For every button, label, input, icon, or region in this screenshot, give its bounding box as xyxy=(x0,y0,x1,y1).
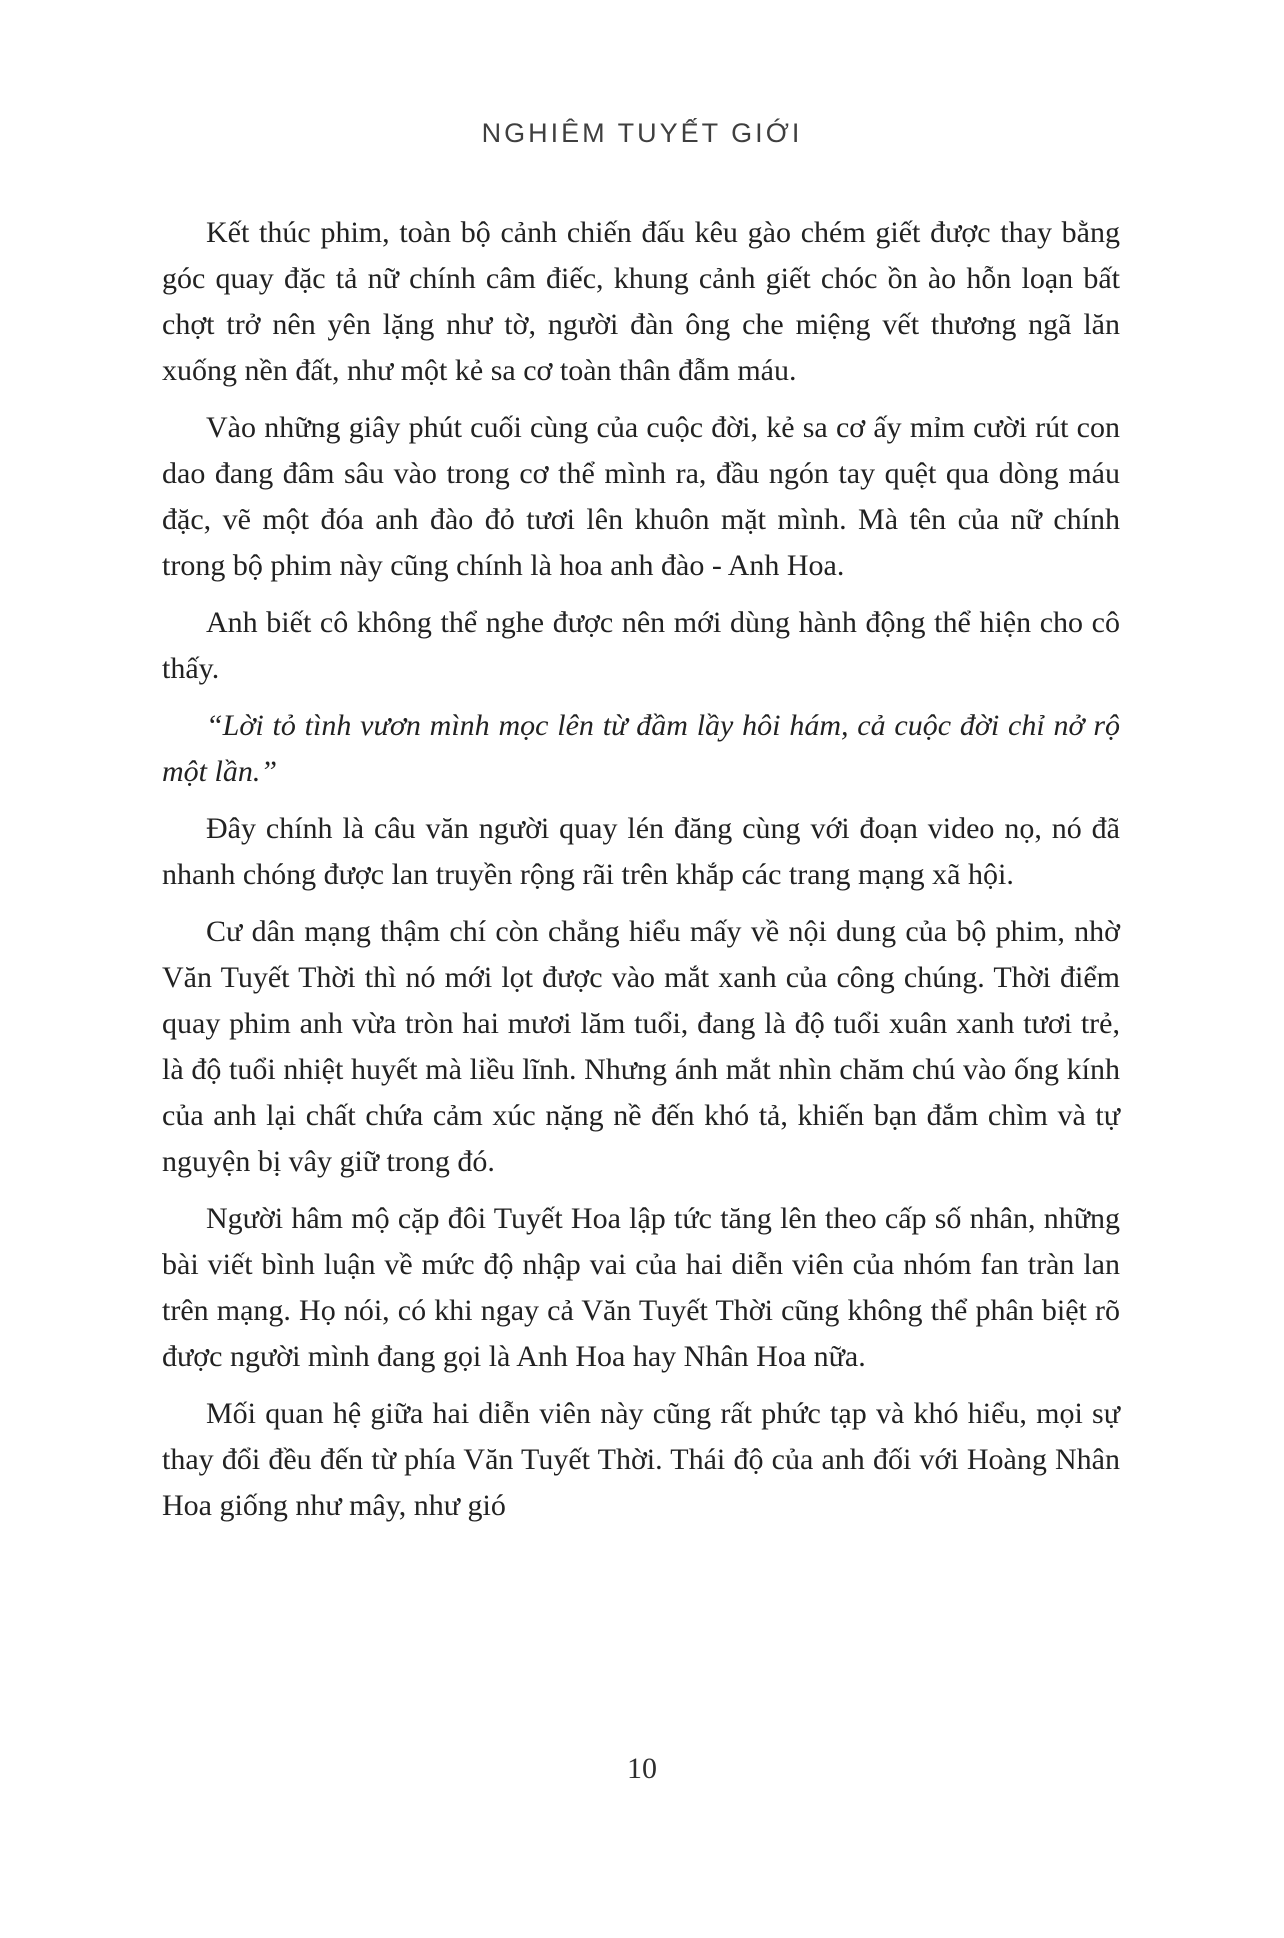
paragraph-quote: “Lời tỏ tình vươn mình mọc lên từ đầm lầy hôi hám, cả cuộc đời chỉ nở rộ một lần.” xyxy=(162,709,1120,788)
paragraph: Đây chính là câu văn người quay lén đăng cùng với đoạn video nọ, nó đã nhanh chóng được lan truyền rộng rãi trên khắp các trang mạng xã hội. xyxy=(162,812,1120,891)
paragraph: Anh biết cô không thể nghe được nên mới dùng hành động thể hiện cho cô thấy. xyxy=(162,606,1120,685)
running-header-title: NGHIÊM TUYẾT GIỚI xyxy=(481,118,803,148)
paragraph: Kết thúc phim, toàn bộ cảnh chiến đấu kêu gào chém giết được thay bằng góc quay đặc tả nữ chính câm điếc, khung cảnh giết chóc ồn ào hỗn loạn bất chợt trở nên yên lặng như tờ, người đàn ông che miệng vết thương ngã lăn xuống nền đất, như một kẻ sa cơ toàn thân đẫm máu. xyxy=(162,216,1120,387)
paragraph: Người hâm mộ cặp đôi Tuyết Hoa lập tức tăng lên theo cấp số nhân, những bài viết bình luận về mức độ nhập vai của hai diễn viên của nhóm fan tràn lan trên mạng. Họ nói, có khi ngay cả Văn Tuyết Thời cũng không thể phân biệt rõ được người mình đang gọi là Anh Hoa hay Nhân Hoa nữa. xyxy=(162,1202,1120,1373)
paragraph: Mối quan hệ giữa hai diễn viên này cũng rất phức tạp và khó hiểu, mọi sự thay đổi đều đến từ phía Văn Tuyết Thời. Thái độ của anh đối với Hoàng Nhân Hoa giống như mây, như gió xyxy=(162,1397,1120,1522)
paragraph: Cư dân mạng thậm chí còn chẳng hiểu mấy về nội dung của bộ phim, nhờ Văn Tuyết Thời thì nó mới lọt được vào mắt xanh của công chúng. Thời điểm quay phim anh vừa tròn hai mươi lăm tuổi, đang là độ tuổi xuân xanh tươi trẻ, là độ tuổi nhiệt huyết mà liều lĩnh. Nhưng ánh mắt nhìn chăm chú vào ống kính của anh lại chất chứa cảm xúc nặng nề đến khó tả, khiến bạn đắm chìm và tự nguyện bị vây giữ trong đó. xyxy=(162,915,1120,1178)
paragraph: Vào những giây phút cuối cùng của cuộc đời, kẻ sa cơ ấy mỉm cười rút con dao đang đâm sâu vào trong cơ thể mình ra, đầu ngón tay quệt qua dòng máu đặc, vẽ một đóa anh đào đỏ tươi lên khuôn mặt mình. Mà tên của nữ chính trong bộ phim này cũng chính là hoa anh đào - Anh Hoa. xyxy=(162,411,1120,582)
body-text xyxy=(162,210,1120,1540)
page-number: 10 xyxy=(627,1752,657,1785)
